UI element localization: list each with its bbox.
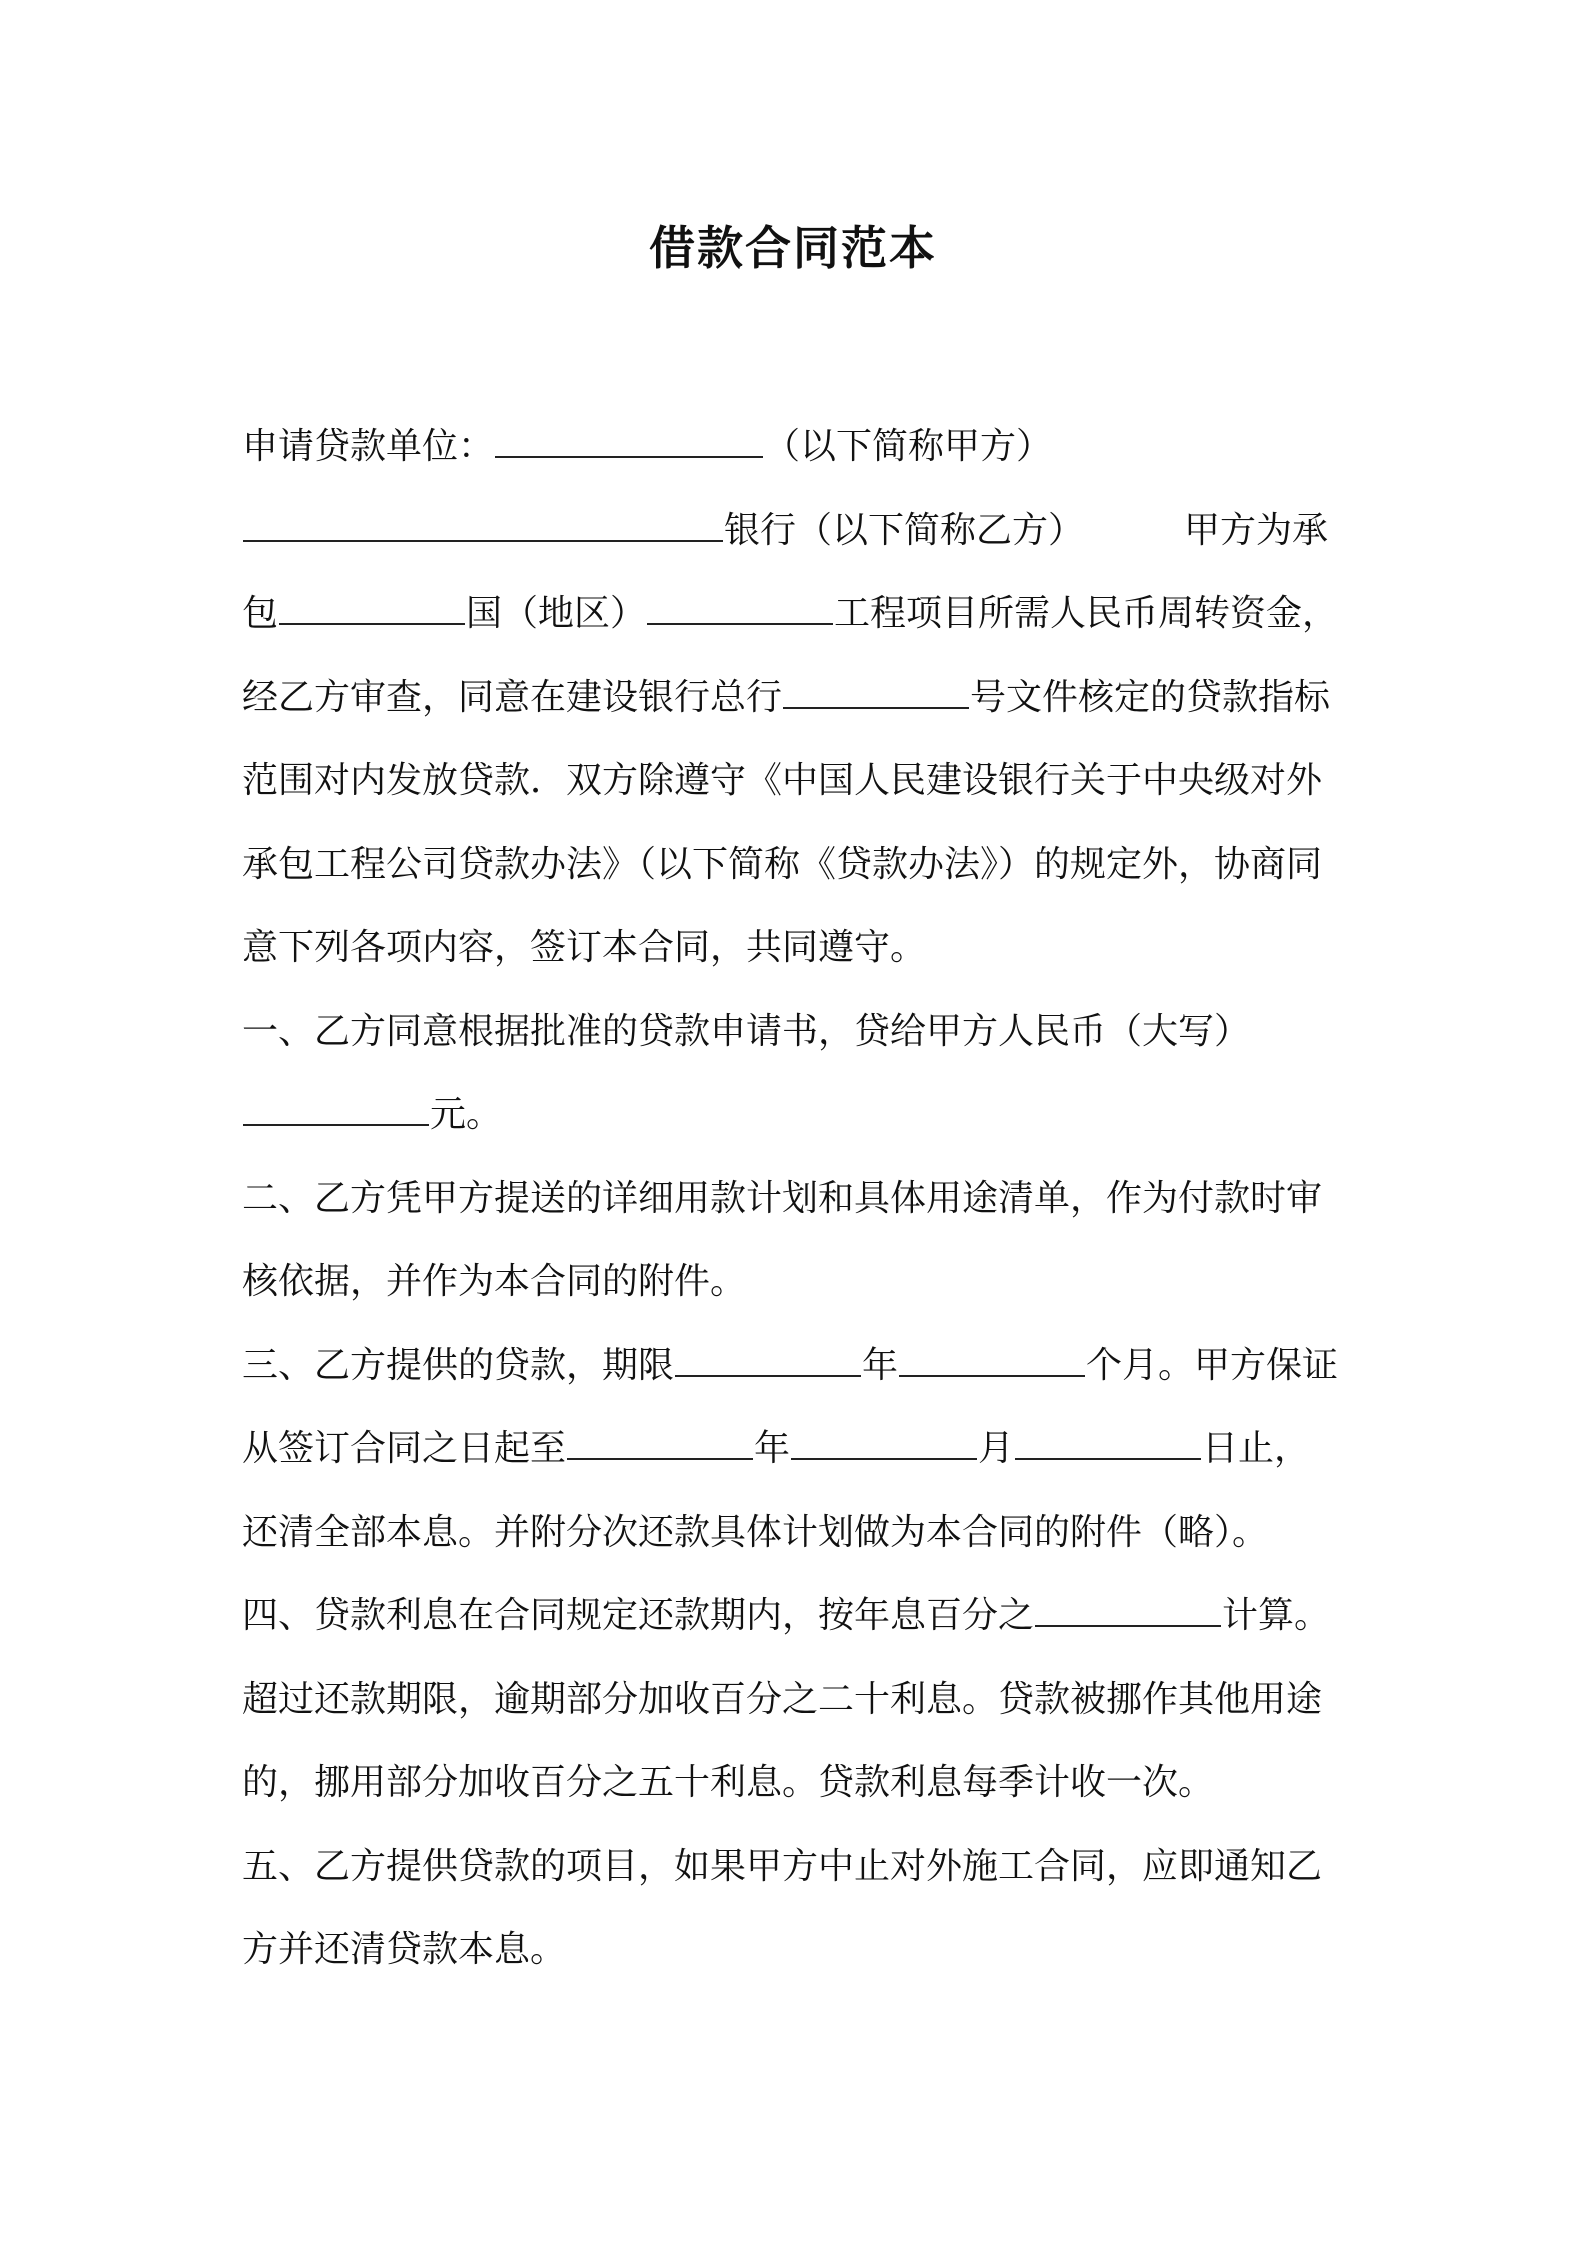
line-bank <box>242 489 1362 573</box>
line-regulations <box>242 823 1362 907</box>
text-segment: 一、乙方同意根据批准的贷款申请书，贷给甲方人民币（大写） <box>242 1010 1251 1052</box>
line-scope <box>242 739 1362 823</box>
text-segment: 个月。甲方保证 <box>1086 1344 1339 1386</box>
text-segment: 五、乙方提供贷款的项目，如果甲方中止对外施工合同，应即通知乙 <box>242 1845 1323 1887</box>
text-segment: 从签订合同之日起至 <box>242 1428 567 1469</box>
text-segment: 二、乙方凭甲方提送的详细用款计划和具体用途清单，作为付款时审 <box>242 1177 1323 1219</box>
text-segment: 计算。 <box>1222 1595 1331 1636</box>
text-segment: 超过还款期限，逾期部分加收百分之二十利息。贷款被挪作其他用途 <box>242 1678 1323 1720</box>
text-segment: 四、贷款利息在合同规定还款期内，按年息百分之 <box>242 1595 1035 1636</box>
text-segment: 日止， <box>1202 1428 1311 1469</box>
text-segment: 方并还清贷款本息。 <box>242 1929 567 1970</box>
fill-blank[interactable] <box>675 1345 861 1377</box>
fill-blank[interactable] <box>1035 1595 1221 1627</box>
text-segment: 银行（以下简称乙方） <box>724 509 1085 551</box>
text-segment: 甲方为承 <box>1184 509 1329 551</box>
fill-blank[interactable] <box>791 1428 977 1460</box>
text-segment: 工程项目所需人民币周转资金， <box>834 593 1339 634</box>
fill-blank[interactable] <box>243 1094 429 1126</box>
fill-blank[interactable] <box>899 1345 1085 1377</box>
fill-blank[interactable] <box>647 593 833 625</box>
fill-blank[interactable] <box>783 677 969 709</box>
clause-5-line-2 <box>242 1908 1362 1992</box>
text-segment: 申请贷款单位： <box>242 426 495 467</box>
clause-4-line-2 <box>242 1658 1362 1742</box>
text-segment: 元。 <box>430 1094 503 1135</box>
text-segment: 范围对内发放贷款．双方除遵守《中国人民建设银行关于中央级对外 <box>242 760 1323 801</box>
text-segment: （以下简称甲方） <box>764 426 1053 467</box>
text-segment: 年 <box>754 1428 791 1469</box>
clause-4-line-3 <box>242 1741 1362 1825</box>
text-segment: 国（地区） <box>466 593 647 634</box>
text-segment: 三、乙方提供的贷款，期限 <box>242 1344 675 1386</box>
text-segment: 还清全部本息。并附分次还款具体计划做为本合同的附件（略）。 <box>242 1511 1269 1553</box>
clause-4-line <box>242 1574 1362 1658</box>
fill-blank[interactable] <box>567 1428 753 1460</box>
fill-blank[interactable] <box>243 510 723 542</box>
text-segment: 号文件核定的贷款指标 <box>970 676 1331 718</box>
clause-3-line <box>242 1324 1362 1408</box>
clause-1-line <box>242 990 1362 1074</box>
clause-1-amount-line <box>242 1073 1362 1157</box>
text-segment: 核依据，并作为本合同的附件。 <box>242 1261 747 1302</box>
text-segment: 包 <box>242 593 279 634</box>
clause-2-line <box>242 1157 1362 1241</box>
fill-blank[interactable] <box>279 593 465 625</box>
text-segment: 意下列各项内容，签订本合同，共同遵守。 <box>242 927 927 968</box>
fill-blank[interactable] <box>495 426 763 458</box>
line-applicant <box>242 405 1362 489</box>
contract-body <box>242 405 1362 1992</box>
clause-2-line-2 <box>242 1240 1362 1324</box>
clause-3-date-line <box>242 1407 1362 1491</box>
fill-blank[interactable] <box>1015 1428 1201 1460</box>
line-agreement <box>242 906 1362 990</box>
document-title: 借款合同范本 <box>649 221 937 275</box>
clause-3-line-3 <box>242 1491 1362 1575</box>
text-segment: 月 <box>978 1428 1015 1469</box>
text-segment: 的，挪用部分加收百分之五十利息。贷款利息每季计收一次。 <box>242 1762 1215 1803</box>
text-segment: 承包工程公司贷款办法》（以下简称《贷款办法》）的规定外，协商同 <box>242 843 1323 885</box>
line-review <box>242 656 1362 740</box>
clause-5-line <box>242 1825 1362 1909</box>
text-segment: 年 <box>862 1344 899 1386</box>
line-project <box>242 572 1362 656</box>
text-segment: 经乙方审查，同意在建设银行总行 <box>242 676 783 718</box>
